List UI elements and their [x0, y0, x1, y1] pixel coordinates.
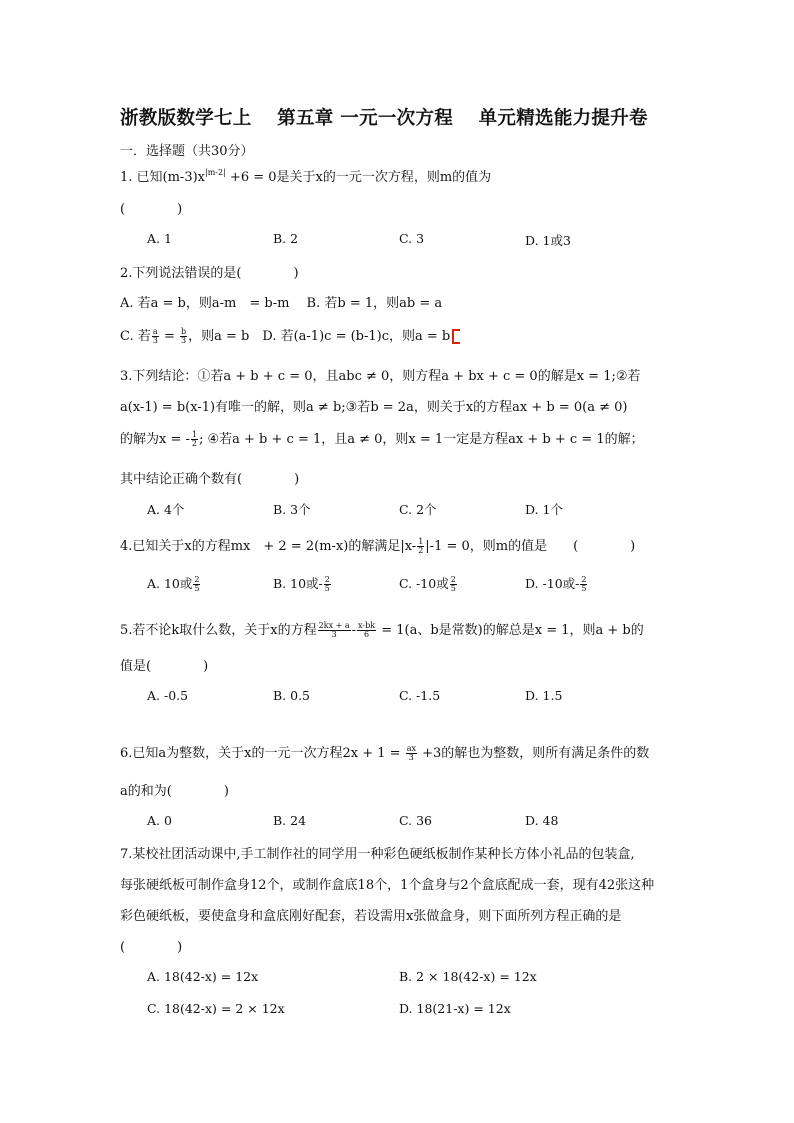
- question-6-line-2: a的和为( ): [120, 784, 229, 799]
- question-6: [120, 742, 649, 762]
- q7-option-a[interactable]: A. 18(42-x) = 12x: [147, 969, 259, 984]
- q1-paren: ( ): [120, 202, 183, 217]
- question-1: [120, 166, 491, 185]
- q5-fraction-2: $\frac{x-bk}{6}$: [358, 621, 376, 639]
- question-3-line-2: a(x-1) = b(x-1)有唯一的解，则a ≠ b;③若b = 2a，则关于x的方程ax + b = 0(a ≠ 0): [120, 400, 628, 415]
- page-title: 浙教版数学七上 第五章 一元一次方程 单元精选能力提升卷: [120, 108, 648, 129]
- q4-option-a[interactable]: A. 10或 $\frac{2}{5}$: [147, 575, 200, 593]
- q1-exponent: |m-2|: [205, 168, 226, 177]
- q6-option-b[interactable]: B. 24: [273, 813, 307, 828]
- q6-option-a[interactable]: A. 0: [147, 813, 172, 828]
- q1-option-a[interactable]: A. 1: [147, 231, 172, 246]
- question-5-line-2: 值是( ): [120, 659, 209, 674]
- q1-text-post: +6 = 0是关于x的一元一次方程，则m的值为: [225, 170, 492, 185]
- question-3-line-3: [120, 428, 644, 448]
- q2-cd-rest: ，则a = b D. 若(a-1)c = (b-1)c，则a = b: [188, 329, 451, 344]
- q4-option-d[interactable]: D. -10或- $\frac{2}{5}$: [525, 575, 587, 593]
- q5-option-c[interactable]: C. -1.5: [399, 688, 441, 703]
- question-7-line-3: 彩色硬纸板，要使盒身和盒底刚好配套，若设需用x张做盒身，则下面所列方程正确的是: [120, 909, 622, 924]
- q4-option-b[interactable]: B. 10或- $\frac{2}{5}$: [273, 575, 330, 593]
- q6-fraction-ax3: $\frac{ax}{3}$: [406, 744, 416, 762]
- q2-c-prefix: C. 若: [120, 329, 151, 344]
- question-3-line-1: 3.下列结论：①若a + b + c = 0，且abc ≠ 0，则方程a + bx + c = 0的解是x = 1;②若: [120, 369, 641, 384]
- question-2: 2.下列说法错误的是( ): [120, 266, 299, 281]
- question-7-line-2: 每张硬纸板可制作盒身12个，或制作盒底18个，1个盒身与2个盒底配成一套，现有42张这种: [120, 878, 655, 893]
- q1-text-pre: 1. 已知(m-3)x: [120, 170, 206, 185]
- q5-option-b[interactable]: B. 0.5: [273, 688, 311, 703]
- q7-option-c[interactable]: C. 18(42-x) = 2 × 12x: [147, 1001, 285, 1016]
- q7-option-b[interactable]: B. 2 × 18(42-x) = 12x: [399, 969, 537, 984]
- question-4: [120, 535, 635, 555]
- q2-fraction-b3: $\frac{b}{3}$: [181, 327, 187, 345]
- q7-option-d[interactable]: D. 18(21-x) = 12x: [399, 1001, 511, 1016]
- q1-option-c[interactable]: C. 3: [399, 231, 425, 246]
- q5-option-a[interactable]: A. -0.5: [147, 688, 189, 703]
- q4-pre: 4.已知关于x的方程mx + 2 = 2(m-x)的解满足|x-: [120, 539, 417, 554]
- q3-option-d[interactable]: D. 1个: [525, 502, 563, 517]
- q6-pre: 6.已知a为整数，关于x的一元一次方程2x + 1 =: [120, 746, 405, 761]
- q3-l3-pre: 的解为x = -: [120, 432, 190, 447]
- question-7-line-1: 7.某校社团活动课中,手工制作社的同学用一种彩色硬纸板制作某种长方体小礼品的包装盒,: [120, 847, 635, 862]
- q6-post: +3的解也为整数，则所有满足条件的数: [417, 746, 650, 761]
- q6-option-d[interactable]: D. 48: [525, 813, 559, 828]
- q4-post: |-1 = 0，则m的值是 ( ): [425, 539, 636, 554]
- q3-option-b[interactable]: B. 3个: [273, 502, 311, 517]
- q3-fraction-half: $\frac{1}{2}$: [191, 430, 197, 448]
- q2-options-ab[interactable]: A. 若a = b，则a-m = b-m B. 若b = 1，则ab = a: [120, 296, 443, 311]
- question-3-line-4: 其中结论正确个数有( ): [120, 472, 300, 487]
- question-7-line-4: ( ): [120, 940, 183, 955]
- q6-option-c[interactable]: C. 36: [399, 813, 432, 828]
- q5-fraction-1: $\frac{2kx + a}{3}$: [318, 621, 350, 639]
- q4-option-c[interactable]: C. -10或 $\frac{2}{5}$: [399, 575, 456, 593]
- q5-option-d[interactable]: D. 1.5: [525, 688, 563, 703]
- q1-option-d[interactable]: D. 1或3: [525, 233, 571, 248]
- q5-post: = 1(a、b是常数)的解总是x = 1，则a + b的: [377, 623, 644, 638]
- question-5: [120, 619, 644, 639]
- q3-option-c[interactable]: C. 2个: [399, 502, 437, 517]
- q2-fraction-a3: $\frac{a}{3}$: [152, 327, 158, 345]
- q2-options-cd[interactable]: C. 若 $\frac{a}{3}$ = $\frac{b}{3}$ ，则a = b D. 若(a-1)c = (b-1)c，则a = b: [120, 325, 460, 345]
- red-bracket-mark: [452, 329, 460, 344]
- q5-minus: -: [351, 623, 357, 638]
- q3-option-a[interactable]: A. 4个: [147, 502, 185, 517]
- section-heading: 一．选择题（共30分）: [120, 144, 254, 159]
- q5-pre: 5.若不论k取什么数，关于x的方程: [120, 623, 317, 638]
- q3-l3-post: ; ④若a + b + c = 1，且a ≠ 0，则x = 1一定是方程ax + b + c = 1的解；: [198, 432, 644, 447]
- q1-option-b[interactable]: B. 2: [273, 231, 299, 246]
- q4-fraction-half: $\frac{1}{2}$: [418, 537, 424, 555]
